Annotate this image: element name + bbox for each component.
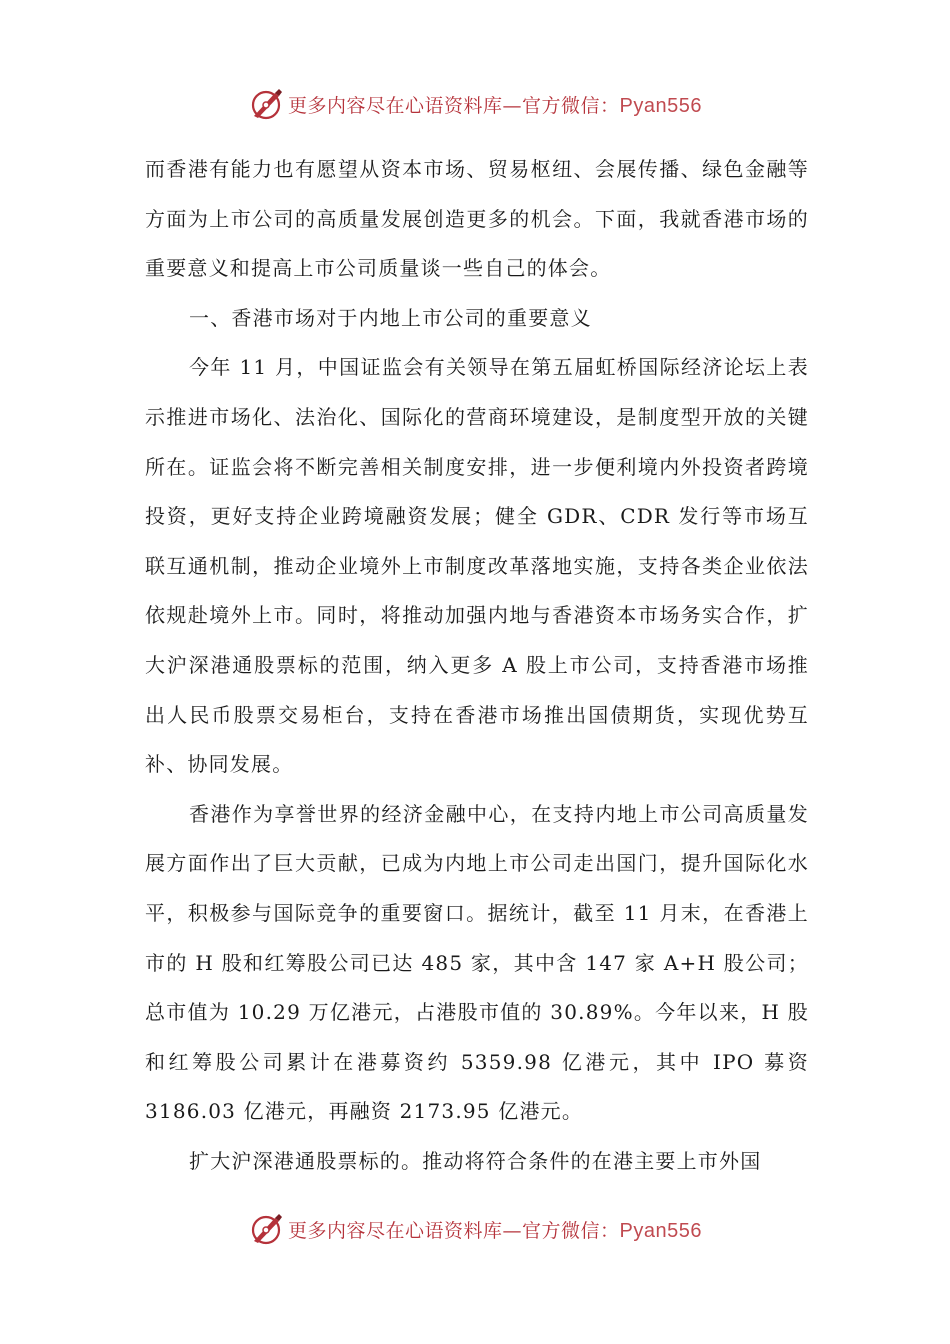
section-heading: 一、香港市场对于内地上市公司的重要意义 (189, 305, 592, 330)
paragraph-continued: 而香港有能力也有愿望从资本市场、贸易枢纽、会展传播、绿色金融等方面为上市公司的高质量发展创造更多的机会。下面，我就香港市场的重要意义和提高上市公司质量谈一些自己的体会。 (145, 157, 809, 281)
pen-circle-logo-icon (248, 86, 284, 122)
footer-watermark (0, 1207, 950, 1251)
paragraph: 扩大沪深港通股票标的。推动将符合条件的在港主要上市外国 (189, 1148, 762, 1173)
wechat-id: Pyan556 (619, 94, 702, 117)
pen-circle-logo-icon (248, 1211, 284, 1247)
paragraph: 香港作为享誉世界的经济金融中心，在支持内地上市公司高质量发展方面作出了巨大贡献，已成为内地上市公司走出国门，提升国际化水平，积极参与国际竞争的重要窗口。据统计，截至 11 月末，在香港上市的 H 股和红筹股公司已达 485 家，其中含 147 家 A+H 股公司；总市值为 10.29 万亿港元，占港股市值的 30.89%。今年以来，H 股和红筹股公司累计在港募资约 5359.98 亿港元，其中 IPO 募资 3186.03 亿港元，再融资 2173.95 亿港元。 (145, 801, 809, 1124)
wechat-id: Pyan556 (619, 1219, 702, 1242)
watermark-text: 更多内容尽在心语资料库—官方微信：Pyan556 (288, 94, 702, 117)
watermark-text: 更多内容尽在心语资料库—官方微信：Pyan556 (288, 1219, 702, 1242)
document-body (145, 145, 809, 1186)
header-watermark (0, 82, 950, 126)
paragraph: 今年 11 月，中国证监会有关领导在第五届虹桥国际经济论坛上表示推进市场化、法治化、国际化的营商环境建设，是制度型开放的关键所在。证监会将不断完善相关制度安排，进一步便利境内外投资者跨境投资，更好支持企业跨境融资发展；健全 GDR、CDR 发行等市场互联互通机制，推动企业境外上市制度改革落地实施，支持各类企业依法依规赴境外上市。同时，将推动加强内地与香港资本市场务实合作，扩大沪深港通股票标的范围，纳入更多 A 股上市公司，支持香港市场推出人民币股票交易柜台，支持在香港市场推出国债期货，实现优势互补、协同发展。 (145, 355, 809, 777)
